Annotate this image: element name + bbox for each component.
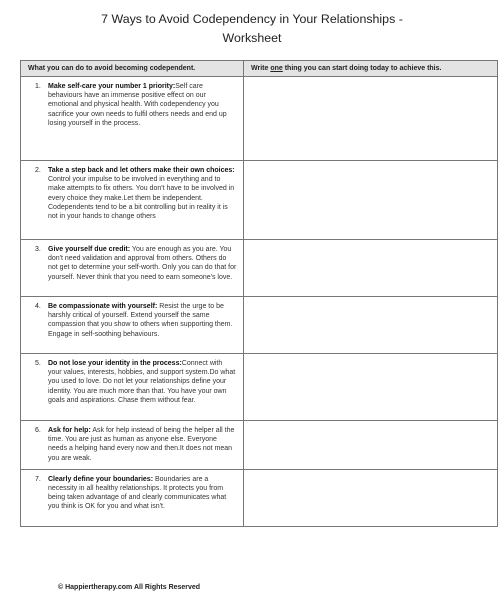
response-cell[interactable] (244, 421, 498, 470)
title-line-2: Worksheet (222, 31, 282, 45)
response-cell[interactable] (244, 77, 498, 161)
item-text: You are enough as you are. You don't need validation and approval from others. Others do not get to determine your self-worth. Only you can do that for yourself. Never think that you need to earn someone's love. (48, 246, 237, 281)
item-lead: Be compassionate with yourself: (48, 303, 158, 310)
item-lead: Give yourself due credit: (48, 246, 131, 253)
table-row (21, 161, 498, 240)
col-header-actions: What you can do to avoid becoming codependent. (21, 61, 244, 77)
item-lead: Make self-care your number 1 priority: (48, 83, 176, 90)
copyright-footer: © Happiertherapy.com All Rights Reserved (58, 584, 201, 591)
item-number: 5. (35, 360, 41, 367)
item-lead: Do not lose your identity in the process: (48, 360, 182, 367)
item-lead: Ask for help: (48, 427, 91, 434)
response-cell[interactable] (244, 354, 498, 421)
item-lead: Take a step back and let others make their own choices: (48, 167, 235, 174)
response-cell[interactable] (244, 161, 498, 240)
action-cell (21, 469, 244, 526)
action-cell (21, 297, 244, 354)
item-text: Ask for help instead of being the helper all the time. You are just as human as anyone else. Everyone needs a helping hand every now and then.It does not mean you are weak. (48, 427, 235, 462)
item-number: 7. (35, 475, 41, 483)
table-row (21, 77, 498, 161)
col-header-response: Write one thing you can start doing today to achieve this. (244, 61, 498, 77)
action-cell (21, 161, 244, 240)
table-row (21, 354, 498, 421)
item-text: Control your impulse to be involved in everything and to make attempts to fix others. You don't have to be involved in every choice they make.Let them be independent. Codependents tend to be a bit controlling but in reality it is not in your hands to change others (48, 176, 235, 221)
action-cell (21, 240, 244, 297)
table-row (21, 469, 498, 526)
item-number: 2. (35, 167, 41, 174)
item-number: 3. (35, 246, 41, 253)
item-number: 1. (35, 83, 41, 90)
table-row (21, 297, 498, 354)
item-text: Connect with your values, interests, hobbies, and support system.Do what you used to love. Do not let your relationships define your identity. You are much more than that. You have your own goals and aspirations. Chase them without fear. (48, 360, 236, 404)
item-number: 6. (35, 427, 41, 434)
item-text: Resist the urge to be harshly critical of yourself. Extend yourself the same compassion that you show to others when supporting them. Engage in self-soothing behaviours. (48, 303, 233, 338)
worksheet-title (0, 10, 504, 48)
response-cell[interactable] (244, 240, 498, 297)
action-cell (21, 77, 244, 161)
item-lead: Clearly define your boundaries: (48, 475, 154, 483)
item-text: Self care behaviours have an immense positive effect on our emotional and physical health. With codependency you sacrifice your own needs to fulfil others needs and end up losing yourself in the process. (48, 83, 227, 127)
item-number: 4. (35, 303, 41, 310)
table-row (21, 421, 498, 470)
worksheet-table (20, 60, 498, 527)
action-cell (21, 421, 244, 470)
response-cell[interactable] (244, 297, 498, 354)
emphasis-one: one (270, 65, 283, 72)
table-row (21, 240, 498, 297)
header-row (21, 61, 498, 77)
action-cell (21, 354, 244, 421)
item-text: Boundaries are a necessity in all healthy relationships. It protects you from being taken advantage of and clearly communicates what you think is OK for you and what isn't. (48, 475, 227, 511)
response-cell[interactable] (244, 469, 498, 526)
title-line-1: 7 Ways to Avoid Codependency in Your Relationships - (101, 12, 403, 26)
